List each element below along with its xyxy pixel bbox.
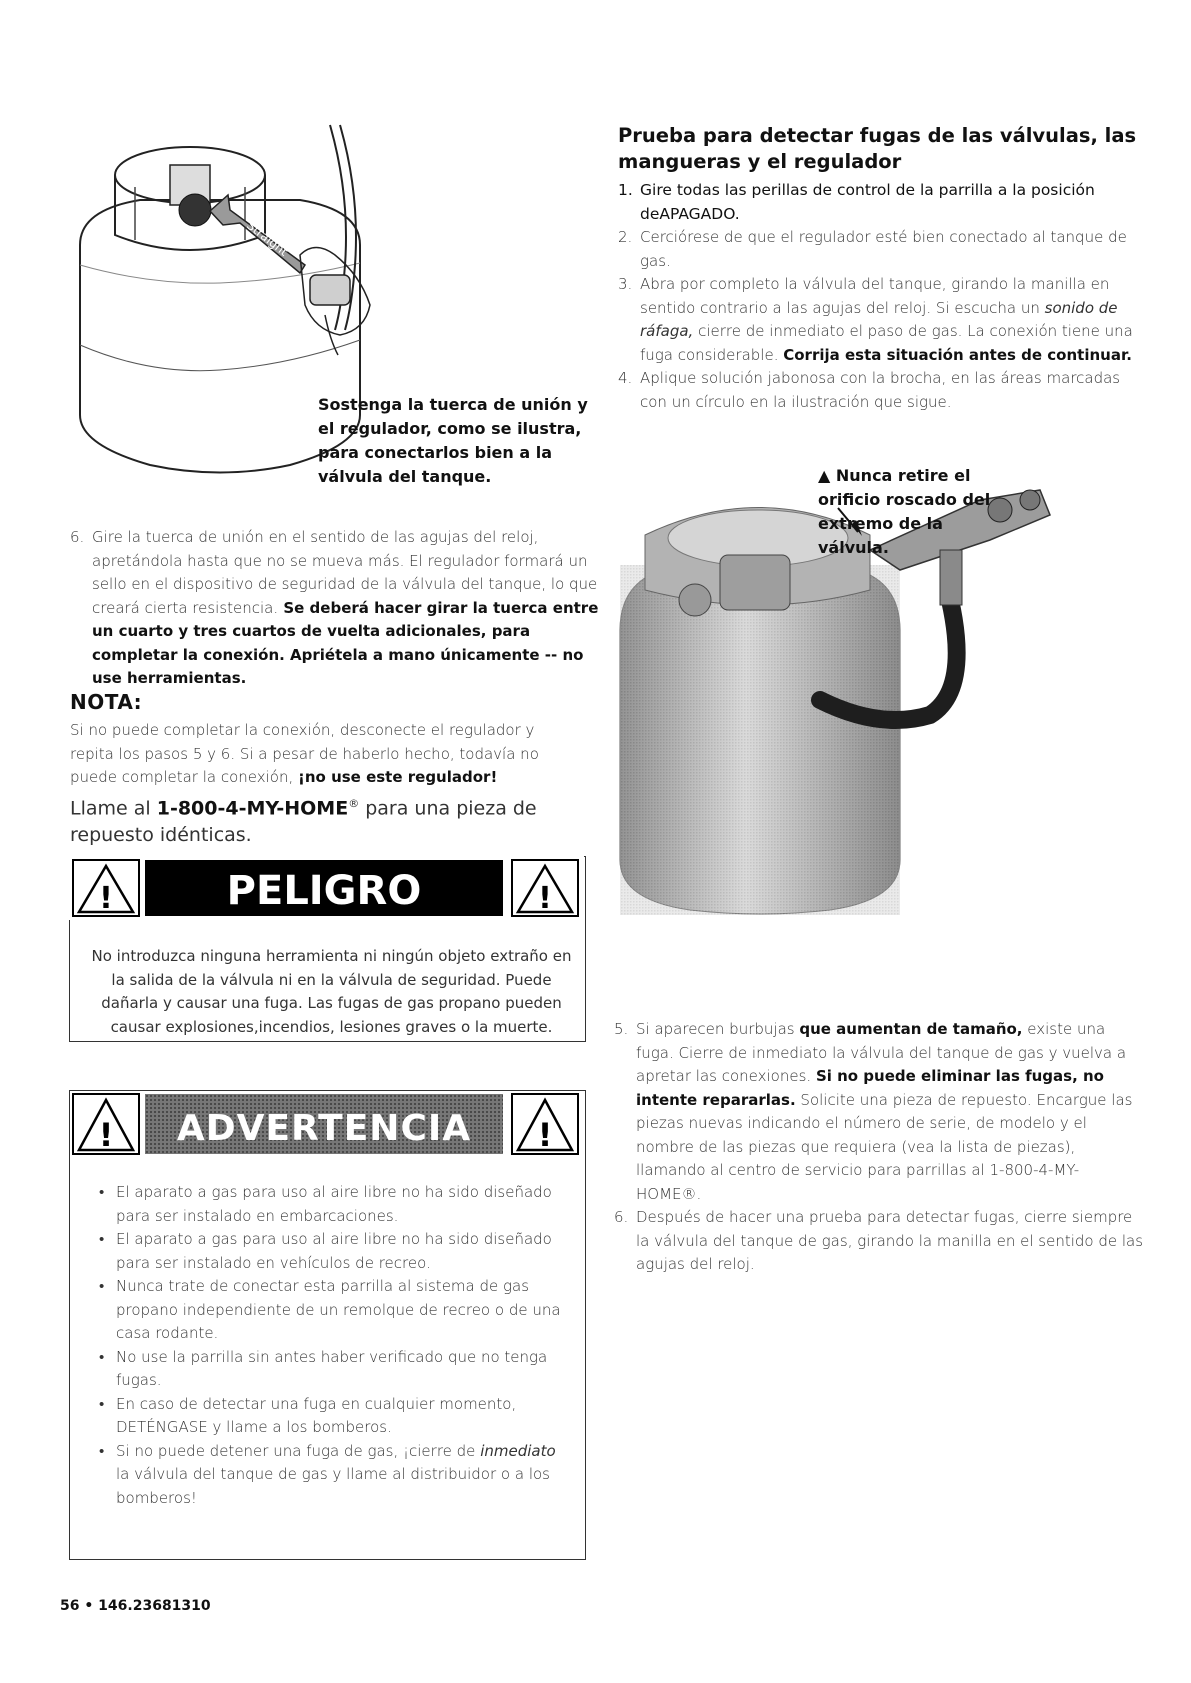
step-text-italic: sonido de ráfaga, xyxy=(640,298,1118,340)
warning-item: • El aparato a gas para uso al aire libre no ha sido diseñado para ser instalado en vehículos de recreo. xyxy=(95,1228,565,1275)
step-5 xyxy=(614,1018,1144,1206)
warning-triangle-icon xyxy=(512,1094,578,1154)
warning-item xyxy=(95,1440,565,1511)
warning-item: • Nunca trate de conectar esta parrilla al sistema de gas propano independiente de un remolque de recreo o de una casa rodante. xyxy=(95,1275,565,1346)
step-text: Después de hacer una prueba para detectar fugas, cierre siempre la válvula del tanque de gas, girando la manilla en el sentido de las agujas del reloj. xyxy=(636,1208,1144,1273)
step-number: 6. xyxy=(70,528,85,546)
step-text: existe una fuga. Cierre de inmediato la válvula del tanque de gas y vuelva a apretar las conexiones. xyxy=(636,1020,1127,1085)
warning-item: • En caso de detectar una fuga en cualquier momento, DETÉNGASE y llame a los bomberos. xyxy=(95,1393,565,1440)
step-text: Solicite una pieza de repuesto. Encargue las piezas nuevas indicando el número de serie, de modelo y el nombre de las piezas que requiera (vea la lista de piezas), llamando al centro de servicio para parrillas al 1-800-4-MY-HOME®. xyxy=(636,1090,1133,1203)
svg-text:!: ! xyxy=(538,881,552,916)
danger-header xyxy=(69,856,584,920)
step-1 xyxy=(618,179,1138,226)
nota-text: Si no puede completar la conexión, desconecte el regulador y repita los pasos 5 y 6. Si a pesar de haberlo hecho, todavía no puede completar la conexión, xyxy=(70,721,539,786)
leak-test-steps-continued xyxy=(614,1018,1144,1277)
call-for-replacement xyxy=(70,790,580,849)
warning-triangle-icon xyxy=(73,860,139,916)
step-text: cierre de inmediato el paso de gas. La conexión tiene una fuga considerable. xyxy=(640,322,1133,364)
danger-title: PELIGRO xyxy=(226,868,422,914)
step-3 xyxy=(618,273,1138,367)
svg-text:!: ! xyxy=(537,1116,553,1154)
warning-small-icon: ▲ xyxy=(818,466,831,485)
step-text: Gire todas las perillas de control de la parrilla a la posición deAPAGADO. xyxy=(640,181,1095,223)
step-text-bold: Se deberá hacer girar la tuerca entre un cuarto y tres cuartos de vuelta adicionales, para completar la conexión. Apriétela a mano únicamente -- no use herramientas. xyxy=(92,598,599,687)
warning-item-italic: inmediato xyxy=(480,1441,556,1460)
step-text: Abra por completo la válvula del tanque, girando la manilla en sentido contrario a las agujas del reloj. Si escucha un xyxy=(640,275,1110,317)
call-suffix: para una pieza de repuesto idénticas. xyxy=(70,797,537,847)
svg-text:!: ! xyxy=(98,1116,114,1154)
step-4 xyxy=(618,367,1138,414)
step-number: 2. xyxy=(618,228,633,246)
warning-item-text: Si no puede detener una fuga de gas, ¡cierre de xyxy=(116,1441,481,1460)
step-text-bold: Si no puede eliminar las fugas, no intente repararlas. xyxy=(636,1067,1104,1109)
step-number: 1. xyxy=(618,181,633,199)
step-text: Si aparecen burbujas xyxy=(636,1020,800,1038)
danger-body: No introduzca ninguna herramienta ni ningún objeto extraño en la salida de la válvula ni en la válvula de seguridad. Puede dañarla y causar una fuga. Las fugas de gas propano pueden causar explosiones,incendios, lesiones graves o la muerte. xyxy=(91,947,572,1036)
step-number: 4. xyxy=(618,369,633,387)
step-number: 3. xyxy=(618,275,633,293)
page-footer: 56 • 146.23681310 xyxy=(60,1598,211,1614)
step-text: Cerciórese de que el regulador esté bien conectado al tanque de gas. xyxy=(640,228,1127,270)
warning-item-text: la válvula del tanque de gas y llame al distribuidor o a los bomberos! xyxy=(116,1465,550,1507)
step-text-bold: que aumentan de tamaño, xyxy=(799,1020,1023,1038)
registered-mark: ® xyxy=(348,797,360,810)
call-prefix: Llame al xyxy=(70,797,157,820)
step-text-bold: Corrija esta situación antes de continuar. xyxy=(783,345,1132,364)
nota-body xyxy=(70,719,580,790)
caption-text: Nunca retire el orificio roscado del extremo de la válvula. xyxy=(818,466,991,557)
step-6 xyxy=(614,1206,1144,1277)
step-text: Aplique solución jabonosa con la brocha, en las áreas marcadas con un círculo en la ilustración que sigue. xyxy=(640,369,1121,411)
leak-test-steps xyxy=(618,179,1138,414)
warning-triangle-icon xyxy=(73,1094,139,1154)
step-number: 5. xyxy=(614,1020,629,1038)
warning-triangle-icon xyxy=(512,860,578,916)
step-text: Gire la tuerca de unión en el sentido de las agujas del reloj, apretándola hasta que no se mueva más. El regulador formará un sello en el dispositivo de seguridad de la válvula del tanque, lo que creará cierta resistencia. xyxy=(92,528,598,617)
warning-header xyxy=(69,1090,584,1160)
tank-caption xyxy=(818,464,1018,560)
warning-item: • No use la parrilla sin antes haber verificado que no tenga fugas. xyxy=(95,1346,565,1393)
svg-text:!: ! xyxy=(99,881,113,916)
warning-list xyxy=(95,1181,565,1510)
nota-text-bold: ¡no use este regulador! xyxy=(298,768,498,786)
nota-heading: NOTA: xyxy=(70,690,143,714)
warning-item: • El aparato a gas para uso al aire libre no ha sido diseñado para ser instalado en embarcaciones. xyxy=(95,1181,565,1228)
left-step-6 xyxy=(70,526,602,691)
section-title: Prueba para detectar fugas de las válvulas, las mangueras y el regulador xyxy=(618,124,1137,173)
step-number: 6. xyxy=(614,1208,629,1226)
warning-title: ADVERTENCIA xyxy=(176,1108,472,1149)
tank-regulator-caption: Sostenga la tuerca de unión y el regulador, como se ilustra, para conectarlos bien a la válvula del tanque. xyxy=(318,395,588,486)
phone-number: 1-800-4-MY-HOME xyxy=(156,797,349,820)
straight-arrow-label: Straight xyxy=(244,218,291,259)
step-2 xyxy=(618,226,1138,273)
